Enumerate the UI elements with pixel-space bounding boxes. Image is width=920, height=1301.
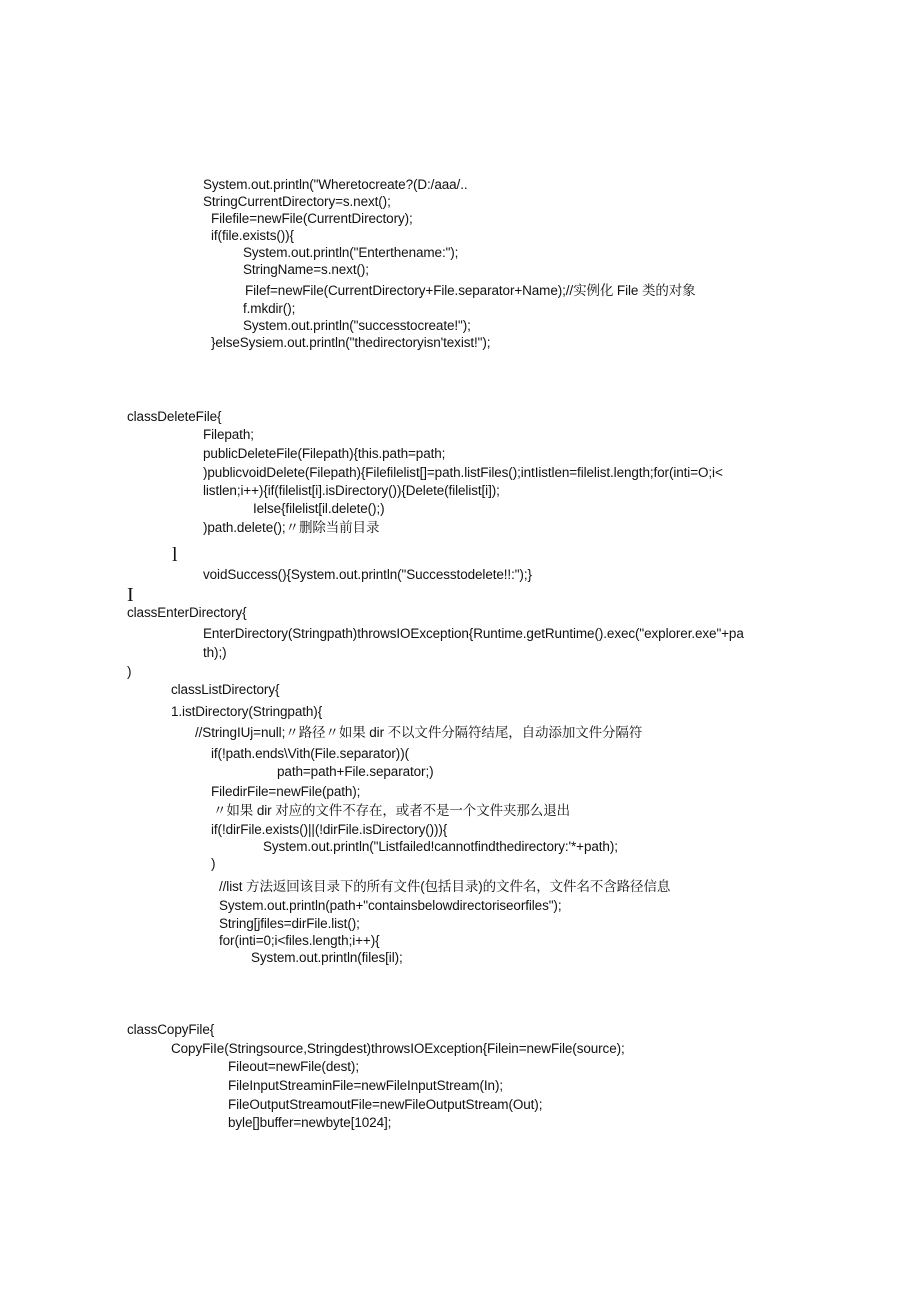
code-line: 〃如果 dir 对应的文件不存在，或者不是一个文件夹那么退出 [213, 803, 571, 818]
code-line: System.out.println("successtocreate!"); [243, 318, 471, 333]
closing-mark: I [127, 584, 134, 606]
code-line: th);) [203, 645, 227, 660]
code-line: Filepath; [203, 427, 254, 442]
code-line: for(inti=0;i<files.length;i++){ [219, 933, 380, 948]
code-line: System.out.println("Listfailed!cannotfindthedirectory:'*+path); [263, 839, 618, 854]
code-line: ) [211, 856, 216, 871]
code-line: publicDeleteFile(Filepath){this.path=path; [203, 446, 446, 461]
code-line: System.out.println(path+"containsbelowdirectoriseorfiles"); [219, 898, 562, 913]
class-header: classCopyFile{ [127, 1022, 215, 1037]
code-line: 1.istDirectory(Stringpath){ [171, 704, 323, 719]
code-line: f.mkdir(); [243, 301, 296, 316]
code-line: )path.delete();〃删除当前目录 [203, 520, 380, 535]
code-line: CopyFiIe(Stringsource,Stringdest)throwsIOException{Filein=newFile(source); [171, 1041, 625, 1056]
class-header: classEnterDirectory{ [127, 605, 247, 620]
code-line: voidSuccess(){System.out.println("Successtodelete!!:");} [203, 567, 532, 582]
code-line: System.out.println(files[il); [251, 950, 403, 965]
code-line: }elseSysiem.out.println("thedirectoryisn'texist!"); [211, 335, 491, 350]
code-line: path=path+File.separator;) [277, 764, 434, 779]
code-line: //StringIUj=null;〃路径〃如果 dir 不以文件分隔符结尾，自动添加文件分隔符 [195, 725, 643, 740]
code-line: //list 方法返回该目录下的所有文件(包括目录)的文件名，文件名不含路径信息 [219, 879, 671, 894]
code-line: )publicvoidDelete(Filepath){Filefilelist[]=path.listFiles();intIistlen=filelist.length;for(inti=O;i< [203, 465, 723, 480]
code-line: FileInputStreaminFile=newFileInputStream(In); [228, 1078, 503, 1093]
code-line: listlen;i++){if(filelist[i].isDirectory()){Delete(filelist[i]); [203, 483, 500, 498]
code-line: FileOutputStreamoutFile=newFileOutputStream(Out); [228, 1097, 543, 1112]
code-line: if(!path.ends\Vith(File.separator))( [211, 746, 409, 761]
code-line: StringCurrentDirectory=s.next(); [203, 194, 391, 209]
code-line: StringName=s.next(); [243, 262, 369, 277]
code-line: Filef=newFile(CurrentDirectory+File.separator+Name);//实例化 File 类的对象 [245, 283, 696, 298]
code-line: String[jfiles=dirFile.list(); [219, 916, 360, 931]
code-line: Ielse{filelist[il.delete();) [253, 501, 385, 516]
closing-mark: l [172, 544, 178, 566]
code-line: if(!dirFile.exists()||(!dirFile.isDirectory())){ [211, 822, 448, 837]
code-line: System.out.println("Enterthename:"); [243, 245, 459, 260]
code-line: System.out.println("Wheretocreate?(D:/aaa/.. [203, 177, 468, 192]
code-line: EnterDirectory(Stringpath)throwsIOException{Runtime.getRuntime().exec("explorer.exe"+pa [203, 626, 744, 641]
code-line: byle[]buffer=newbyte[1024]; [228, 1115, 392, 1130]
class-header: classDeleteFile{ [127, 409, 222, 424]
code-line: if(file.exists()){ [211, 228, 294, 243]
code-line: Filefile=newFile(CurrentDirectory); [211, 211, 413, 226]
code-line: FiledirFile=newFile(path); [211, 784, 361, 799]
code-line: Fileout=newFile(dest); [228, 1059, 359, 1074]
class-header: classListDirectory{ [171, 682, 280, 697]
code-line: ) [127, 664, 132, 679]
